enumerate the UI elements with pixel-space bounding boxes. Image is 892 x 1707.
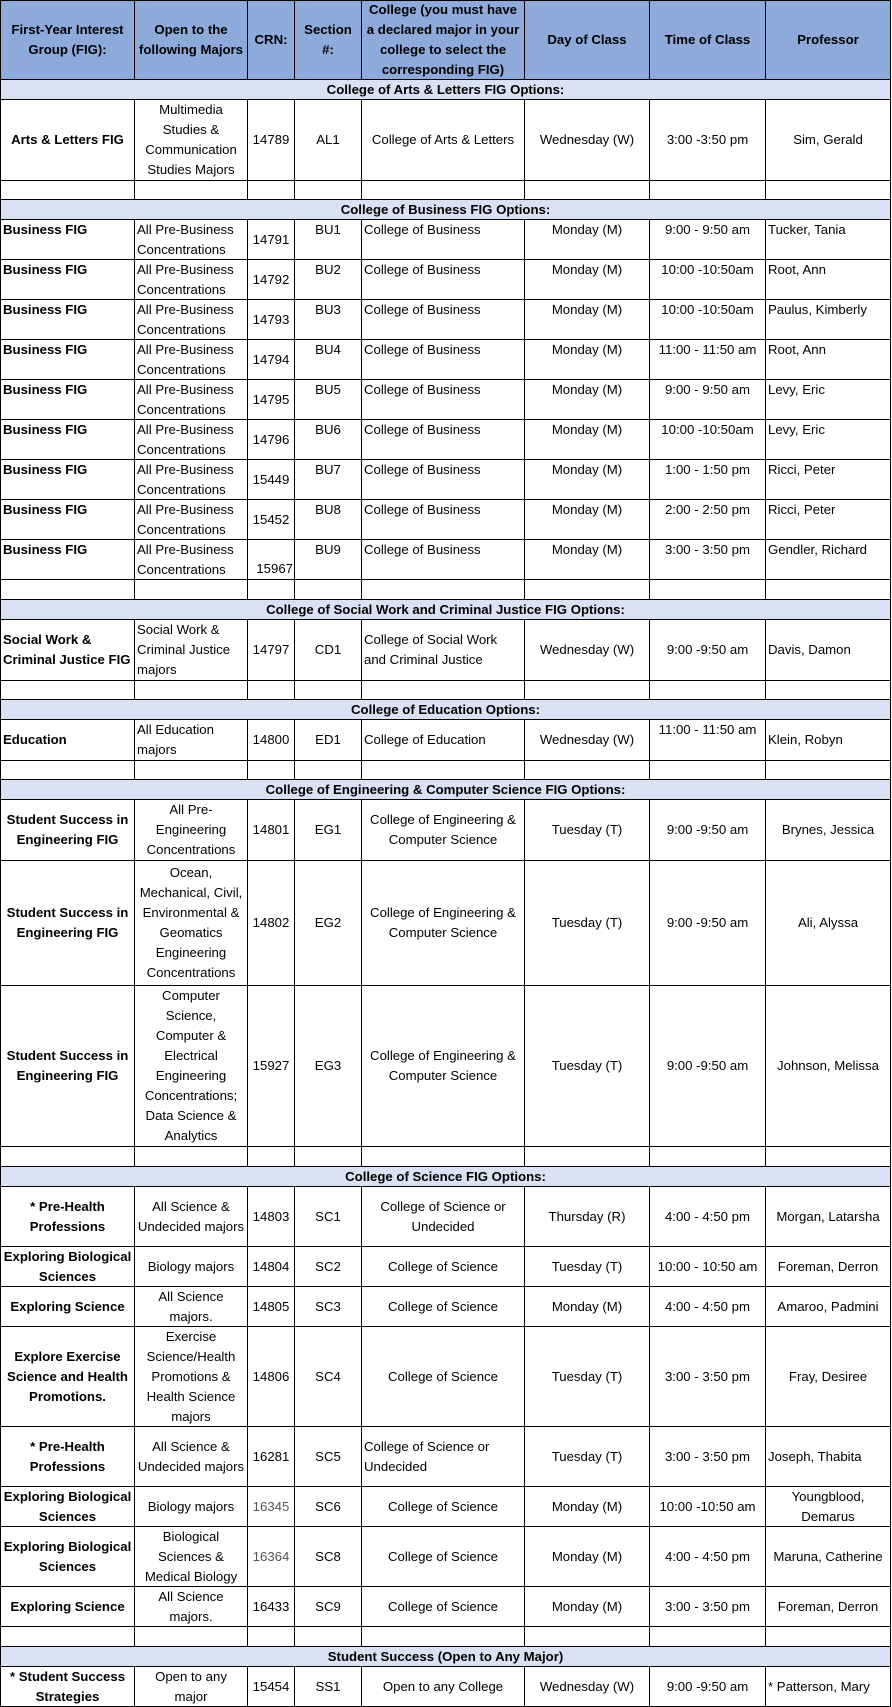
- spacer-cell: [525, 681, 650, 700]
- row-sc2-section: SC2: [295, 1247, 362, 1287]
- row-eg1-time: 9:00 -9:50 am: [650, 800, 766, 861]
- header-day: Day of Class: [525, 0, 650, 80]
- row-sc4-professor: Fray, Desiree: [766, 1327, 891, 1427]
- row-sc2-college: College of Science: [362, 1247, 525, 1287]
- row-bu6-day: Monday (M): [525, 420, 650, 460]
- row-bu3-college: College of Business: [362, 300, 525, 340]
- spacer-cell: [362, 1627, 525, 1647]
- row-ss1-professor: * Patterson, Mary: [766, 1667, 891, 1707]
- row-bu5-section: BU5: [295, 380, 362, 420]
- section-heading-business: College of Business FIG Options:: [0, 200, 891, 220]
- row-bu5-day: Monday (M): [525, 380, 650, 420]
- row-bu9-fig: Business FIG: [0, 540, 135, 580]
- row-sc8-fig: Exploring Biological Sciences: [0, 1527, 135, 1587]
- row-bu3-fig: Business FIG: [0, 300, 135, 340]
- row-eg3-section: EG3: [295, 986, 362, 1147]
- row-bu3-crn: 14793: [248, 300, 295, 340]
- row-sc3-majors: All Science majors.: [135, 1287, 248, 1327]
- row-ss1-majors: Open to any major: [135, 1667, 248, 1707]
- row-sc9-college: College of Science: [362, 1587, 525, 1627]
- row-sc5-fig: * Pre-Health Professions: [0, 1427, 135, 1487]
- row-sc6-fig: Exploring Biological Sciences: [0, 1487, 135, 1527]
- spacer-cell: [135, 681, 248, 700]
- row-bu3-professor: Paulus, Kimberly: [766, 300, 891, 340]
- spacer-cell: [295, 181, 362, 200]
- row-bu4-day: Monday (M): [525, 340, 650, 380]
- row-sc5-day: Tuesday (T): [525, 1427, 650, 1487]
- spacer-cell: [0, 1627, 135, 1647]
- spacer-cell: [0, 681, 135, 700]
- section-heading-engineering: College of Engineering & Computer Science FIG Options:: [0, 780, 891, 800]
- row-eg2-professor: Ali, Alyssa: [766, 861, 891, 986]
- spacer-cell: [295, 580, 362, 600]
- row-bu5-college: College of Business: [362, 380, 525, 420]
- row-sc2-professor: Foreman, Derron: [766, 1247, 891, 1287]
- spacer-cell: [295, 681, 362, 700]
- row-ss1-day: Wednesday (W): [525, 1667, 650, 1707]
- row-sc8-college: College of Science: [362, 1527, 525, 1587]
- row-eg1-majors: All Pre-Engineering Concentrations: [135, 800, 248, 861]
- row-sc5-time: 3:00 - 3:50 pm: [650, 1427, 766, 1487]
- row-bu2-section: BU2: [295, 260, 362, 300]
- row-sc4-day: Tuesday (T): [525, 1327, 650, 1427]
- row-bu6-majors: All Pre-Business Concentrations: [135, 420, 248, 460]
- spacer-cell: [650, 761, 766, 780]
- row-bu4-majors: All Pre-Business Concentrations: [135, 340, 248, 380]
- row-bu4-crn: 14794: [248, 340, 295, 380]
- row-bu2-professor: Root, Ann: [766, 260, 891, 300]
- row-bu7-professor: Ricci, Peter: [766, 460, 891, 500]
- row-sc6-day: Monday (M): [525, 1487, 650, 1527]
- row-eg3-crn: 15927: [248, 986, 295, 1147]
- row-sc9-section: SC9: [295, 1587, 362, 1627]
- row-eg3-time: 9:00 -9:50 am: [650, 986, 766, 1147]
- row-bu6-professor: Levy, Eric: [766, 420, 891, 460]
- row-bu9-day: Monday (M): [525, 540, 650, 580]
- row-sc6-college: College of Science: [362, 1487, 525, 1527]
- row-bu1-fig: Business FIG: [0, 220, 135, 260]
- row-bu7-fig: Business FIG: [0, 460, 135, 500]
- row-al1-time: 3:00 -3:50 pm: [650, 100, 766, 181]
- row-sc6-crn: 16345: [248, 1487, 295, 1527]
- row-bu9-college: College of Business: [362, 540, 525, 580]
- spacer-cell: [362, 1147, 525, 1167]
- row-sc3-fig: Exploring Science: [0, 1287, 135, 1327]
- row-ed1-college: College of Education: [362, 720, 525, 761]
- row-eg3-professor: Johnson, Melissa: [766, 986, 891, 1147]
- row-bu4-section: BU4: [295, 340, 362, 380]
- row-bu3-day: Monday (M): [525, 300, 650, 340]
- row-sc8-section: SC8: [295, 1527, 362, 1587]
- row-sc1-day: Thursday (R): [525, 1187, 650, 1247]
- row-ed1-time: 11:00 - 11:50 am: [650, 720, 766, 761]
- header-majors: Open to the following Majors: [135, 0, 248, 80]
- spacer-cell: [525, 1147, 650, 1167]
- row-ss1-time: 9:00 -9:50 am: [650, 1667, 766, 1707]
- row-eg2-day: Tuesday (T): [525, 861, 650, 986]
- row-al1-fig: Arts & Letters FIG: [0, 100, 135, 181]
- row-bu4-professor: Root, Ann: [766, 340, 891, 380]
- row-sc3-professor: Amaroo, Padmini: [766, 1287, 891, 1327]
- spacer-cell: [362, 181, 525, 200]
- row-bu6-fig: Business FIG: [0, 420, 135, 460]
- row-bu6-time: 10:00 -10:50am: [650, 420, 766, 460]
- row-sc9-crn: 16433: [248, 1587, 295, 1627]
- row-al1-crn: 14789: [248, 100, 295, 181]
- row-sc1-fig: * Pre-Health Professions: [0, 1187, 135, 1247]
- row-eg2-time: 9:00 -9:50 am: [650, 861, 766, 986]
- row-bu6-crn: 14796: [248, 420, 295, 460]
- row-sc2-crn: 14804: [248, 1247, 295, 1287]
- row-bu8-professor: Ricci, Peter: [766, 500, 891, 540]
- row-ed1-fig: Education: [0, 720, 135, 761]
- row-bu7-time: 1:00 - 1:50 pm: [650, 460, 766, 500]
- spacer-cell: [295, 1627, 362, 1647]
- row-bu2-crn: 14792: [248, 260, 295, 300]
- row-sc8-day: Monday (M): [525, 1527, 650, 1587]
- row-sc8-crn: 16364: [248, 1527, 295, 1587]
- row-ed1-day: Wednesday (W): [525, 720, 650, 761]
- spacer-cell: [650, 181, 766, 200]
- row-bu3-time: 10:00 -10:50am: [650, 300, 766, 340]
- row-sc1-majors: All Science & Undecided majors: [135, 1187, 248, 1247]
- row-al1-professor: Sim, Gerald: [766, 100, 891, 181]
- row-eg1-professor: Brynes, Jessica: [766, 800, 891, 861]
- spacer-cell: [525, 181, 650, 200]
- row-ss1-college: Open to any College: [362, 1667, 525, 1707]
- row-bu1-day: Monday (M): [525, 220, 650, 260]
- row-bu5-time: 9:00 - 9:50 am: [650, 380, 766, 420]
- row-sc9-fig: Exploring Science: [0, 1587, 135, 1627]
- row-sc8-time: 4:00 - 4:50 pm: [650, 1527, 766, 1587]
- row-bu3-section: BU3: [295, 300, 362, 340]
- row-sc3-college: College of Science: [362, 1287, 525, 1327]
- row-bu9-professor: Gendler, Richard: [766, 540, 891, 580]
- row-ed1-professor: Klein, Robyn: [766, 720, 891, 761]
- spacer-cell: [295, 761, 362, 780]
- row-eg1-section: EG1: [295, 800, 362, 861]
- header-section: Section #:: [295, 0, 362, 80]
- row-bu7-college: College of Business: [362, 460, 525, 500]
- row-sc3-crn: 14805: [248, 1287, 295, 1327]
- row-al1-section: AL1: [295, 100, 362, 181]
- header-crn: CRN:: [248, 0, 295, 80]
- row-bu2-day: Monday (M): [525, 260, 650, 300]
- row-sc4-fig: Explore Exercise Science and Health Promotions.: [0, 1327, 135, 1427]
- row-bu6-section: BU6: [295, 420, 362, 460]
- row-cd1-majors: Social Work & Criminal Justice majors: [135, 620, 248, 681]
- spacer-cell: [0, 1147, 135, 1167]
- row-cd1-day: Wednesday (W): [525, 620, 650, 681]
- spacer-cell: [766, 761, 891, 780]
- row-bu8-fig: Business FIG: [0, 500, 135, 540]
- row-sc8-professor: Maruna, Catherine: [766, 1527, 891, 1587]
- row-bu1-time: 9:00 - 9:50 am: [650, 220, 766, 260]
- row-sc5-college: College of Science or Undecided: [362, 1427, 525, 1487]
- row-sc2-time: 10:00 - 10:50 am: [650, 1247, 766, 1287]
- row-bu1-majors: All Pre-Business Concentrations: [135, 220, 248, 260]
- row-bu9-section: BU9: [295, 540, 362, 580]
- spacer-cell: [650, 580, 766, 600]
- spacer-cell: [248, 181, 295, 200]
- row-ed1-crn: 14800: [248, 720, 295, 761]
- row-bu2-college: College of Business: [362, 260, 525, 300]
- spacer-cell: [248, 681, 295, 700]
- row-sc4-majors: Exercise Science/Health Promotions & Health Science majors: [135, 1327, 248, 1427]
- spacer-cell: [135, 761, 248, 780]
- row-bu1-section: BU1: [295, 220, 362, 260]
- row-sc1-section: SC1: [295, 1187, 362, 1247]
- row-bu9-time: 3:00 - 3:50 pm: [650, 540, 766, 580]
- row-sc5-majors: All Science & Undecided majors: [135, 1427, 248, 1487]
- row-eg2-section: EG2: [295, 861, 362, 986]
- row-ed1-section: ED1: [295, 720, 362, 761]
- row-eg1-crn: 14801: [248, 800, 295, 861]
- row-bu6-college: College of Business: [362, 420, 525, 460]
- row-eg3-college: College of Engineering & Computer Science: [362, 986, 525, 1147]
- row-bu5-majors: All Pre-Business Concentrations: [135, 380, 248, 420]
- spacer-cell: [295, 1147, 362, 1167]
- row-bu7-majors: All Pre-Business Concentrations: [135, 460, 248, 500]
- row-sc6-professor: Youngblood, Demarus: [766, 1487, 891, 1527]
- row-sc2-day: Tuesday (T): [525, 1247, 650, 1287]
- row-sc2-majors: Biology majors: [135, 1247, 248, 1287]
- row-bu8-crn: 15452: [248, 500, 295, 540]
- spacer-cell: [0, 181, 135, 200]
- row-bu1-professor: Tucker, Tania: [766, 220, 891, 260]
- row-sc3-time: 4:00 - 4:50 pm: [650, 1287, 766, 1327]
- row-bu2-fig: Business FIG: [0, 260, 135, 300]
- spacer-cell: [766, 681, 891, 700]
- row-sc3-day: Monday (M): [525, 1287, 650, 1327]
- row-sc6-section: SC6: [295, 1487, 362, 1527]
- row-al1-majors: Multimedia Studies & Communication Studies Majors: [135, 100, 248, 181]
- spacer-cell: [362, 580, 525, 600]
- row-ss1-crn: 15454: [248, 1667, 295, 1707]
- row-al1-college: College of Arts & Letters: [362, 100, 525, 181]
- row-sc1-crn: 14803: [248, 1187, 295, 1247]
- row-sc4-crn: 14806: [248, 1327, 295, 1427]
- row-cd1-section: CD1: [295, 620, 362, 681]
- spacer-cell: [362, 681, 525, 700]
- row-bu5-fig: Business FIG: [0, 380, 135, 420]
- spacer-cell: [362, 761, 525, 780]
- spacer-cell: [650, 681, 766, 700]
- row-sc2-fig: Exploring Biological Sciences: [0, 1247, 135, 1287]
- section-heading-arts: College of Arts & Letters FIG Options:: [0, 80, 891, 100]
- row-sc3-section: SC3: [295, 1287, 362, 1327]
- row-bu7-crn: 15449: [248, 460, 295, 500]
- section-heading-social: College of Social Work and Criminal Justice FIG Options:: [0, 600, 891, 620]
- row-sc6-time: 10:00 -10:50 am: [650, 1487, 766, 1527]
- header-fig: First-Year Interest Group (FIG):: [0, 0, 135, 80]
- row-bu9-majors: All Pre-Business Concentrations: [135, 540, 248, 580]
- row-sc1-college: College of Science or Undecided: [362, 1187, 525, 1247]
- row-bu5-professor: Levy, Eric: [766, 380, 891, 420]
- row-bu1-crn: 14791: [248, 220, 295, 260]
- row-bu8-time: 2:00 - 2:50 pm: [650, 500, 766, 540]
- row-sc1-professor: Morgan, Latarsha: [766, 1187, 891, 1247]
- row-sc8-majors: Biological Sciences & Medical Biology: [135, 1527, 248, 1587]
- row-eg1-college: College of Engineering & Computer Science: [362, 800, 525, 861]
- row-sc9-professor: Foreman, Derron: [766, 1587, 891, 1627]
- row-sc9-majors: All Science majors.: [135, 1587, 248, 1627]
- spacer-cell: [135, 181, 248, 200]
- row-eg1-day: Tuesday (T): [525, 800, 650, 861]
- spacer-cell: [248, 580, 295, 600]
- spacer-cell: [248, 1147, 295, 1167]
- row-sc9-day: Monday (M): [525, 1587, 650, 1627]
- spacer-cell: [766, 1147, 891, 1167]
- row-bu4-time: 11:00 - 11:50 am: [650, 340, 766, 380]
- section-heading-success: Student Success (Open to Any Major): [0, 1647, 891, 1667]
- spacer-cell: [135, 1627, 248, 1647]
- row-sc5-crn: 16281: [248, 1427, 295, 1487]
- header-time: Time of Class: [650, 0, 766, 80]
- row-cd1-college: College of Social Work and Criminal Justice: [362, 620, 525, 681]
- row-sc1-time: 4:00 - 4:50 pm: [650, 1187, 766, 1247]
- spacer-cell: [135, 1147, 248, 1167]
- row-bu8-section: BU8: [295, 500, 362, 540]
- spacer-cell: [525, 761, 650, 780]
- spacer-cell: [766, 181, 891, 200]
- section-heading-education: College of Education Options:: [0, 700, 891, 720]
- row-sc6-majors: Biology majors: [135, 1487, 248, 1527]
- spacer-cell: [0, 580, 135, 600]
- row-sc4-college: College of Science: [362, 1327, 525, 1427]
- row-bu4-fig: Business FIG: [0, 340, 135, 380]
- row-bu8-day: Monday (M): [525, 500, 650, 540]
- row-ss1-section: SS1: [295, 1667, 362, 1707]
- row-bu4-college: College of Business: [362, 340, 525, 380]
- row-bu8-majors: All Pre-Business Concentrations: [135, 500, 248, 540]
- row-bu2-majors: All Pre-Business Concentrations: [135, 260, 248, 300]
- spacer-cell: [525, 580, 650, 600]
- spacer-cell: [135, 580, 248, 600]
- header-college: College (you must have a declared major in your college to select the corresponding FIG): [362, 0, 525, 80]
- row-bu7-section: BU7: [295, 460, 362, 500]
- row-bu3-majors: All Pre-Business Concentrations: [135, 300, 248, 340]
- row-bu2-time: 10:00 -10:50am: [650, 260, 766, 300]
- row-eg2-college: College of Engineering & Computer Science: [362, 861, 525, 986]
- row-cd1-time: 9:00 -9:50 am: [650, 620, 766, 681]
- row-eg2-majors: Ocean, Mechanical, Civil, Environmental & Geomatics Engineering Concentrations: [135, 861, 248, 986]
- row-bu5-crn: 14795: [248, 380, 295, 420]
- row-sc5-section: SC5: [295, 1427, 362, 1487]
- spacer-cell: [766, 580, 891, 600]
- row-ed1-majors: All Education majors: [135, 720, 248, 761]
- row-bu7-day: Monday (M): [525, 460, 650, 500]
- row-eg2-crn: 14802: [248, 861, 295, 986]
- spacer-cell: [248, 1627, 295, 1647]
- row-sc9-time: 3:00 - 3:50 pm: [650, 1587, 766, 1627]
- row-cd1-fig: Social Work & Criminal Justice FIG: [0, 620, 135, 681]
- row-sc4-section: SC4: [295, 1327, 362, 1427]
- spacer-cell: [650, 1627, 766, 1647]
- row-eg3-day: Tuesday (T): [525, 986, 650, 1147]
- row-cd1-professor: Davis, Damon: [766, 620, 891, 681]
- row-sc4-time: 3:00 - 3:50 pm: [650, 1327, 766, 1427]
- row-eg3-majors: Computer Science, Computer & Electrical Engineering Concentrations; Data Science & Analytics: [135, 986, 248, 1147]
- row-eg3-fig: Student Success in Engineering FIG: [0, 986, 135, 1147]
- row-sc5-professor: Joseph, Thabita: [766, 1427, 891, 1487]
- row-cd1-crn: 14797: [248, 620, 295, 681]
- row-bu1-college: College of Business: [362, 220, 525, 260]
- section-heading-science: College of Science FIG Options:: [0, 1167, 891, 1187]
- spacer-cell: [248, 761, 295, 780]
- row-eg2-fig: Student Success in Engineering FIG: [0, 861, 135, 986]
- row-ss1-fig: * Student Success Strategies: [0, 1667, 135, 1707]
- spacer-cell: [0, 761, 135, 780]
- row-bu8-college: College of Business: [362, 500, 525, 540]
- spacer-cell: [650, 1147, 766, 1167]
- row-eg1-fig: Student Success in Engineering FIG: [0, 800, 135, 861]
- spacer-cell: [525, 1627, 650, 1647]
- row-bu9-crn: 15967: [248, 540, 295, 580]
- spacer-cell: [766, 1627, 891, 1647]
- row-al1-day: Wednesday (W): [525, 100, 650, 181]
- header-professor: Professor: [766, 0, 891, 80]
